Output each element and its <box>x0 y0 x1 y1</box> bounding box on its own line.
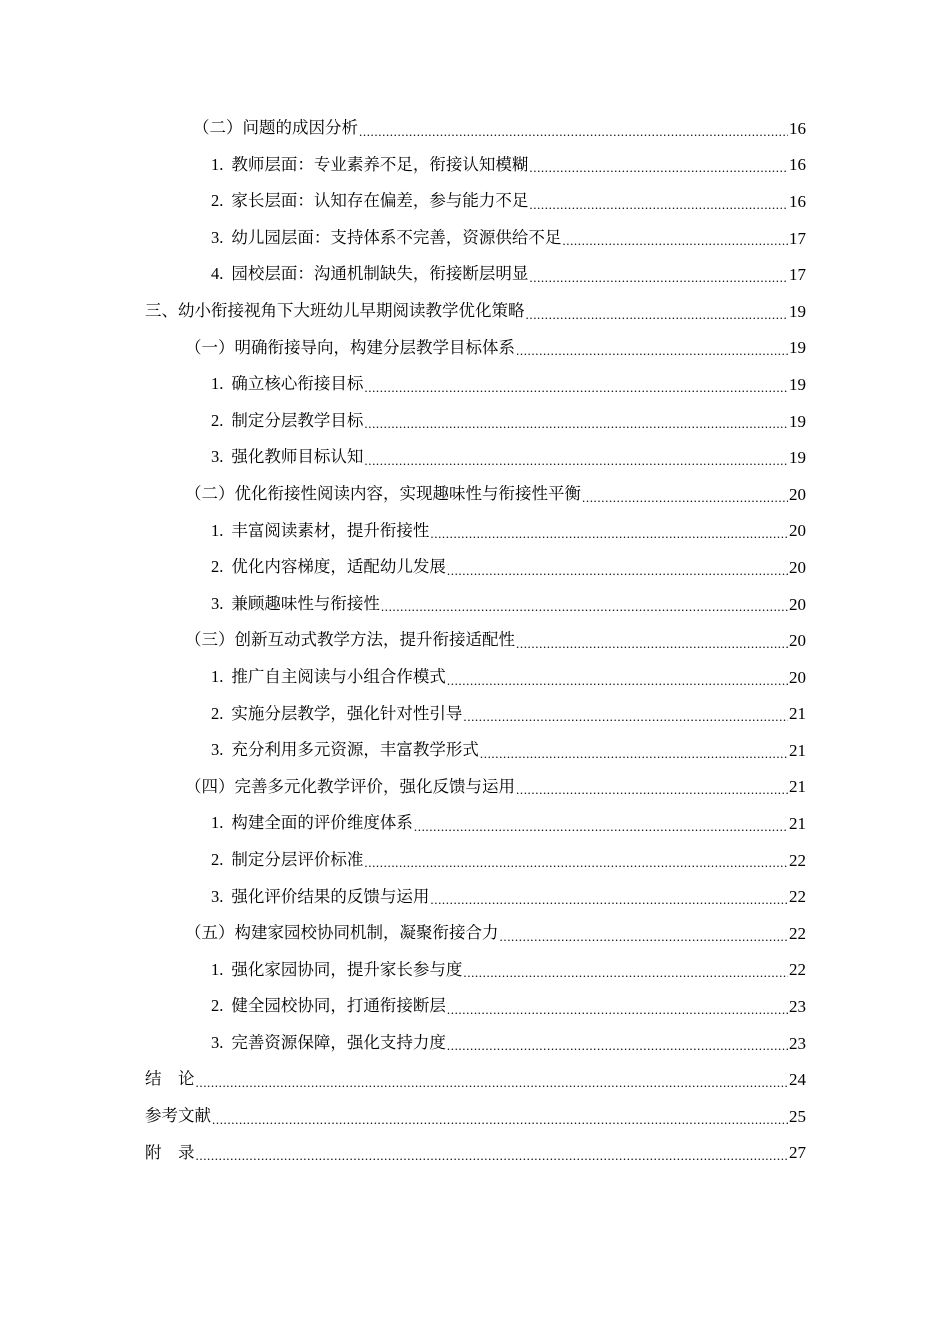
toc-entry[interactable] <box>211 732 806 769</box>
toc-entry-title: 结 论 <box>145 1069 195 1089</box>
toc-entry-number: 1. <box>211 959 224 979</box>
toc-entry[interactable] <box>211 403 806 440</box>
toc-dot-leader <box>526 308 789 330</box>
toc-dot-leader <box>516 344 788 366</box>
toc-dot-leader <box>463 710 788 732</box>
toc-entry-number: 3. <box>211 886 224 906</box>
toc-entry-title: 构建全面的评价维度体系 <box>231 813 413 833</box>
toc-entry-number: 3. <box>211 447 224 467</box>
toc-entry-title: 强化评价结果的反馈与运用 <box>231 886 430 906</box>
toc-page-number: 23 <box>789 1033 806 1053</box>
toc-page-number: 17 <box>789 228 806 248</box>
toc-entry-title: 园校层面：沟通机制缺失，衔接断层明显 <box>231 264 529 284</box>
toc-entry[interactable] <box>211 147 806 184</box>
toc-entry-number: 3. <box>211 1032 224 1052</box>
toc-entry[interactable] <box>211 549 806 586</box>
toc-entry-number: 2. <box>211 410 224 430</box>
toc-entry[interactable] <box>211 366 806 403</box>
toc-entry-number: 3. <box>211 740 224 760</box>
toc-dot-leader <box>447 564 788 586</box>
toc-dot-leader <box>196 1149 789 1171</box>
toc-page-number: 22 <box>789 850 806 870</box>
toc-entry-number: 2. <box>211 557 224 577</box>
toc-entry-number: 3. <box>211 593 224 613</box>
toc-page-number: 20 <box>789 521 806 541</box>
toc-entry-title: （二）问题的成因分析 <box>193 118 358 138</box>
toc-page-number: 19 <box>789 374 806 394</box>
toc-dot-leader <box>529 161 788 183</box>
toc-entry-title: 确立核心衔接目标 <box>231 374 364 394</box>
toc-entry[interactable] <box>211 878 806 915</box>
toc-entry[interactable] <box>211 988 806 1025</box>
toc-entry-title: 实施分层教学，强化针对性引导 <box>231 703 463 723</box>
toc-page-number: 21 <box>789 814 806 834</box>
toc-entry-title: 强化家园协同，提升家长参与度 <box>231 959 463 979</box>
toc-page-number: 21 <box>789 704 806 724</box>
toc-dot-leader <box>480 747 788 769</box>
toc-entry[interactable] <box>211 439 806 476</box>
toc-dot-leader <box>430 527 788 549</box>
toc-dot-leader <box>463 966 788 988</box>
toc-page-number: 20 <box>789 557 806 577</box>
toc-dot-leader <box>359 125 788 147</box>
toc-entry-number: 4. <box>211 264 224 284</box>
toc-entry[interactable] <box>185 110 806 147</box>
toc-page-number: 20 <box>789 594 806 614</box>
toc-entry[interactable] <box>185 622 806 659</box>
toc-dot-leader <box>447 1003 788 1025</box>
toc-entry[interactable] <box>211 696 806 733</box>
toc-entry[interactable] <box>211 513 806 550</box>
toc-page-number: 22 <box>789 887 806 907</box>
toc-entry[interactable] <box>145 1098 806 1135</box>
toc-entry[interactable] <box>211 952 806 989</box>
toc-page-number: 20 <box>789 631 806 651</box>
toc-page-number: 22 <box>789 923 806 943</box>
toc-entry[interactable] <box>185 476 806 513</box>
toc-entry-number: 2. <box>211 191 224 211</box>
toc-entry-title: 优化内容梯度，适配幼儿发展 <box>231 557 446 577</box>
toc-entry-title: （五）构建家园校协同机制，凝聚衔接合力 <box>185 923 499 943</box>
toc-entry[interactable] <box>145 1061 806 1098</box>
toc-entry-number: 1. <box>211 813 224 833</box>
toc-entry[interactable] <box>211 220 806 257</box>
toc-page-number: 23 <box>789 997 806 1017</box>
toc-page-number: 22 <box>789 960 806 980</box>
toc-entry[interactable] <box>145 293 806 330</box>
toc-dot-leader <box>582 491 788 513</box>
toc-dot-leader <box>430 893 788 915</box>
toc-entry[interactable] <box>145 1135 806 1172</box>
toc-page-number: 20 <box>789 484 806 504</box>
toc-entry-number: 2. <box>211 703 224 723</box>
toc-dot-leader <box>447 674 788 696</box>
toc-entry-title: 推广自主阅读与小组合作模式 <box>231 666 446 686</box>
toc-page-number: 25 <box>789 1106 806 1126</box>
toc-entry-title: 健全园校协同，打通衔接断层 <box>231 996 446 1016</box>
toc-page-number: 19 <box>789 301 806 321</box>
toc-page-number: 16 <box>789 155 806 175</box>
toc-page-number: 20 <box>789 667 806 687</box>
toc-entry[interactable] <box>211 842 806 879</box>
toc-dot-leader <box>529 271 788 293</box>
toc-entry[interactable] <box>211 805 806 842</box>
toc-entry-number: 2. <box>211 849 224 869</box>
toc-page-number: 16 <box>789 191 806 211</box>
toc-dot-leader <box>364 417 788 439</box>
toc-page-number: 19 <box>789 338 806 358</box>
toc-entry-title: 附 录 <box>145 1142 195 1162</box>
toc-page-number: 19 <box>789 448 806 468</box>
toc-entry-title: 兼顾趣味性与衔接性 <box>231 593 380 613</box>
toc-entry-title: （一）明确衔接导向，构建分层教学目标体系 <box>185 337 515 357</box>
toc-entry[interactable] <box>211 1025 806 1062</box>
toc-dot-leader <box>196 1076 789 1098</box>
toc-dot-leader <box>381 600 788 622</box>
toc-entry-number: 1. <box>211 374 224 394</box>
toc-entry[interactable] <box>211 183 806 220</box>
toc-dot-leader <box>562 234 788 256</box>
toc-dot-leader <box>364 454 788 476</box>
toc-entry-title: 三、幼小衔接视角下大班幼儿早期阅读教学优化策略 <box>145 301 525 321</box>
toc-entry-title: 幼儿园层面：支持体系不完善，资源供给不足 <box>231 227 562 247</box>
toc-dot-leader <box>500 930 789 952</box>
toc-entry-title: 充分利用多元资源，丰富教学形式 <box>231 740 479 760</box>
toc-entry[interactable] <box>211 659 806 696</box>
toc-dot-leader <box>447 1039 788 1061</box>
toc-entry[interactable] <box>211 256 806 293</box>
toc-entry[interactable] <box>211 586 806 623</box>
toc-page-number: 27 <box>789 1143 806 1163</box>
toc-dot-leader <box>516 783 788 805</box>
toc-entry-title: （四）完善多元化教学评价，强化反馈与运用 <box>185 776 515 796</box>
table-of-contents <box>0 110 950 1171</box>
toc-page-number: 21 <box>789 740 806 760</box>
toc-dot-leader <box>364 381 788 403</box>
toc-entry[interactable] <box>185 769 806 806</box>
toc-dot-leader <box>414 820 788 842</box>
toc-page-number: 17 <box>789 265 806 285</box>
toc-entry-number: 2. <box>211 996 224 1016</box>
toc-page-number: 19 <box>789 411 806 431</box>
toc-dot-leader <box>212 1113 788 1135</box>
toc-entry-title: 丰富阅读素材，提升衔接性 <box>231 520 430 540</box>
toc-entry-number: 1. <box>211 520 224 540</box>
toc-entry-title: 教师层面：专业素养不足，衔接认知模糊 <box>231 154 529 174</box>
toc-entry[interactable] <box>185 330 806 367</box>
toc-entry-title: （二）优化衔接性阅读内容，实现趣味性与衔接性平衡 <box>185 483 581 503</box>
toc-page-number: 16 <box>789 118 806 138</box>
toc-entry-number: 3. <box>211 227 224 247</box>
toc-page-number: 21 <box>789 777 806 797</box>
toc-page-number: 24 <box>789 1070 806 1090</box>
toc-entry-title: 家长层面：认知存在偏差，参与能力不足 <box>231 191 529 211</box>
toc-entry-title: 完善资源保障，强化支持力度 <box>231 1032 446 1052</box>
toc-entry-title: （三）创新互动式教学方法，提升衔接适配性 <box>185 630 515 650</box>
toc-entry-title: 强化教师目标认知 <box>231 447 364 467</box>
toc-entry-title: 制定分层教学目标 <box>231 410 364 430</box>
toc-entry[interactable] <box>185 915 806 952</box>
toc-dot-leader <box>364 856 788 878</box>
toc-dot-leader <box>516 637 788 659</box>
toc-dot-leader <box>529 198 788 220</box>
toc-entry-number: 1. <box>211 154 224 174</box>
toc-entry-title: 参考文献 <box>145 1106 211 1126</box>
toc-entry-number: 1. <box>211 666 224 686</box>
toc-entry-title: 制定分层评价标准 <box>231 849 364 869</box>
